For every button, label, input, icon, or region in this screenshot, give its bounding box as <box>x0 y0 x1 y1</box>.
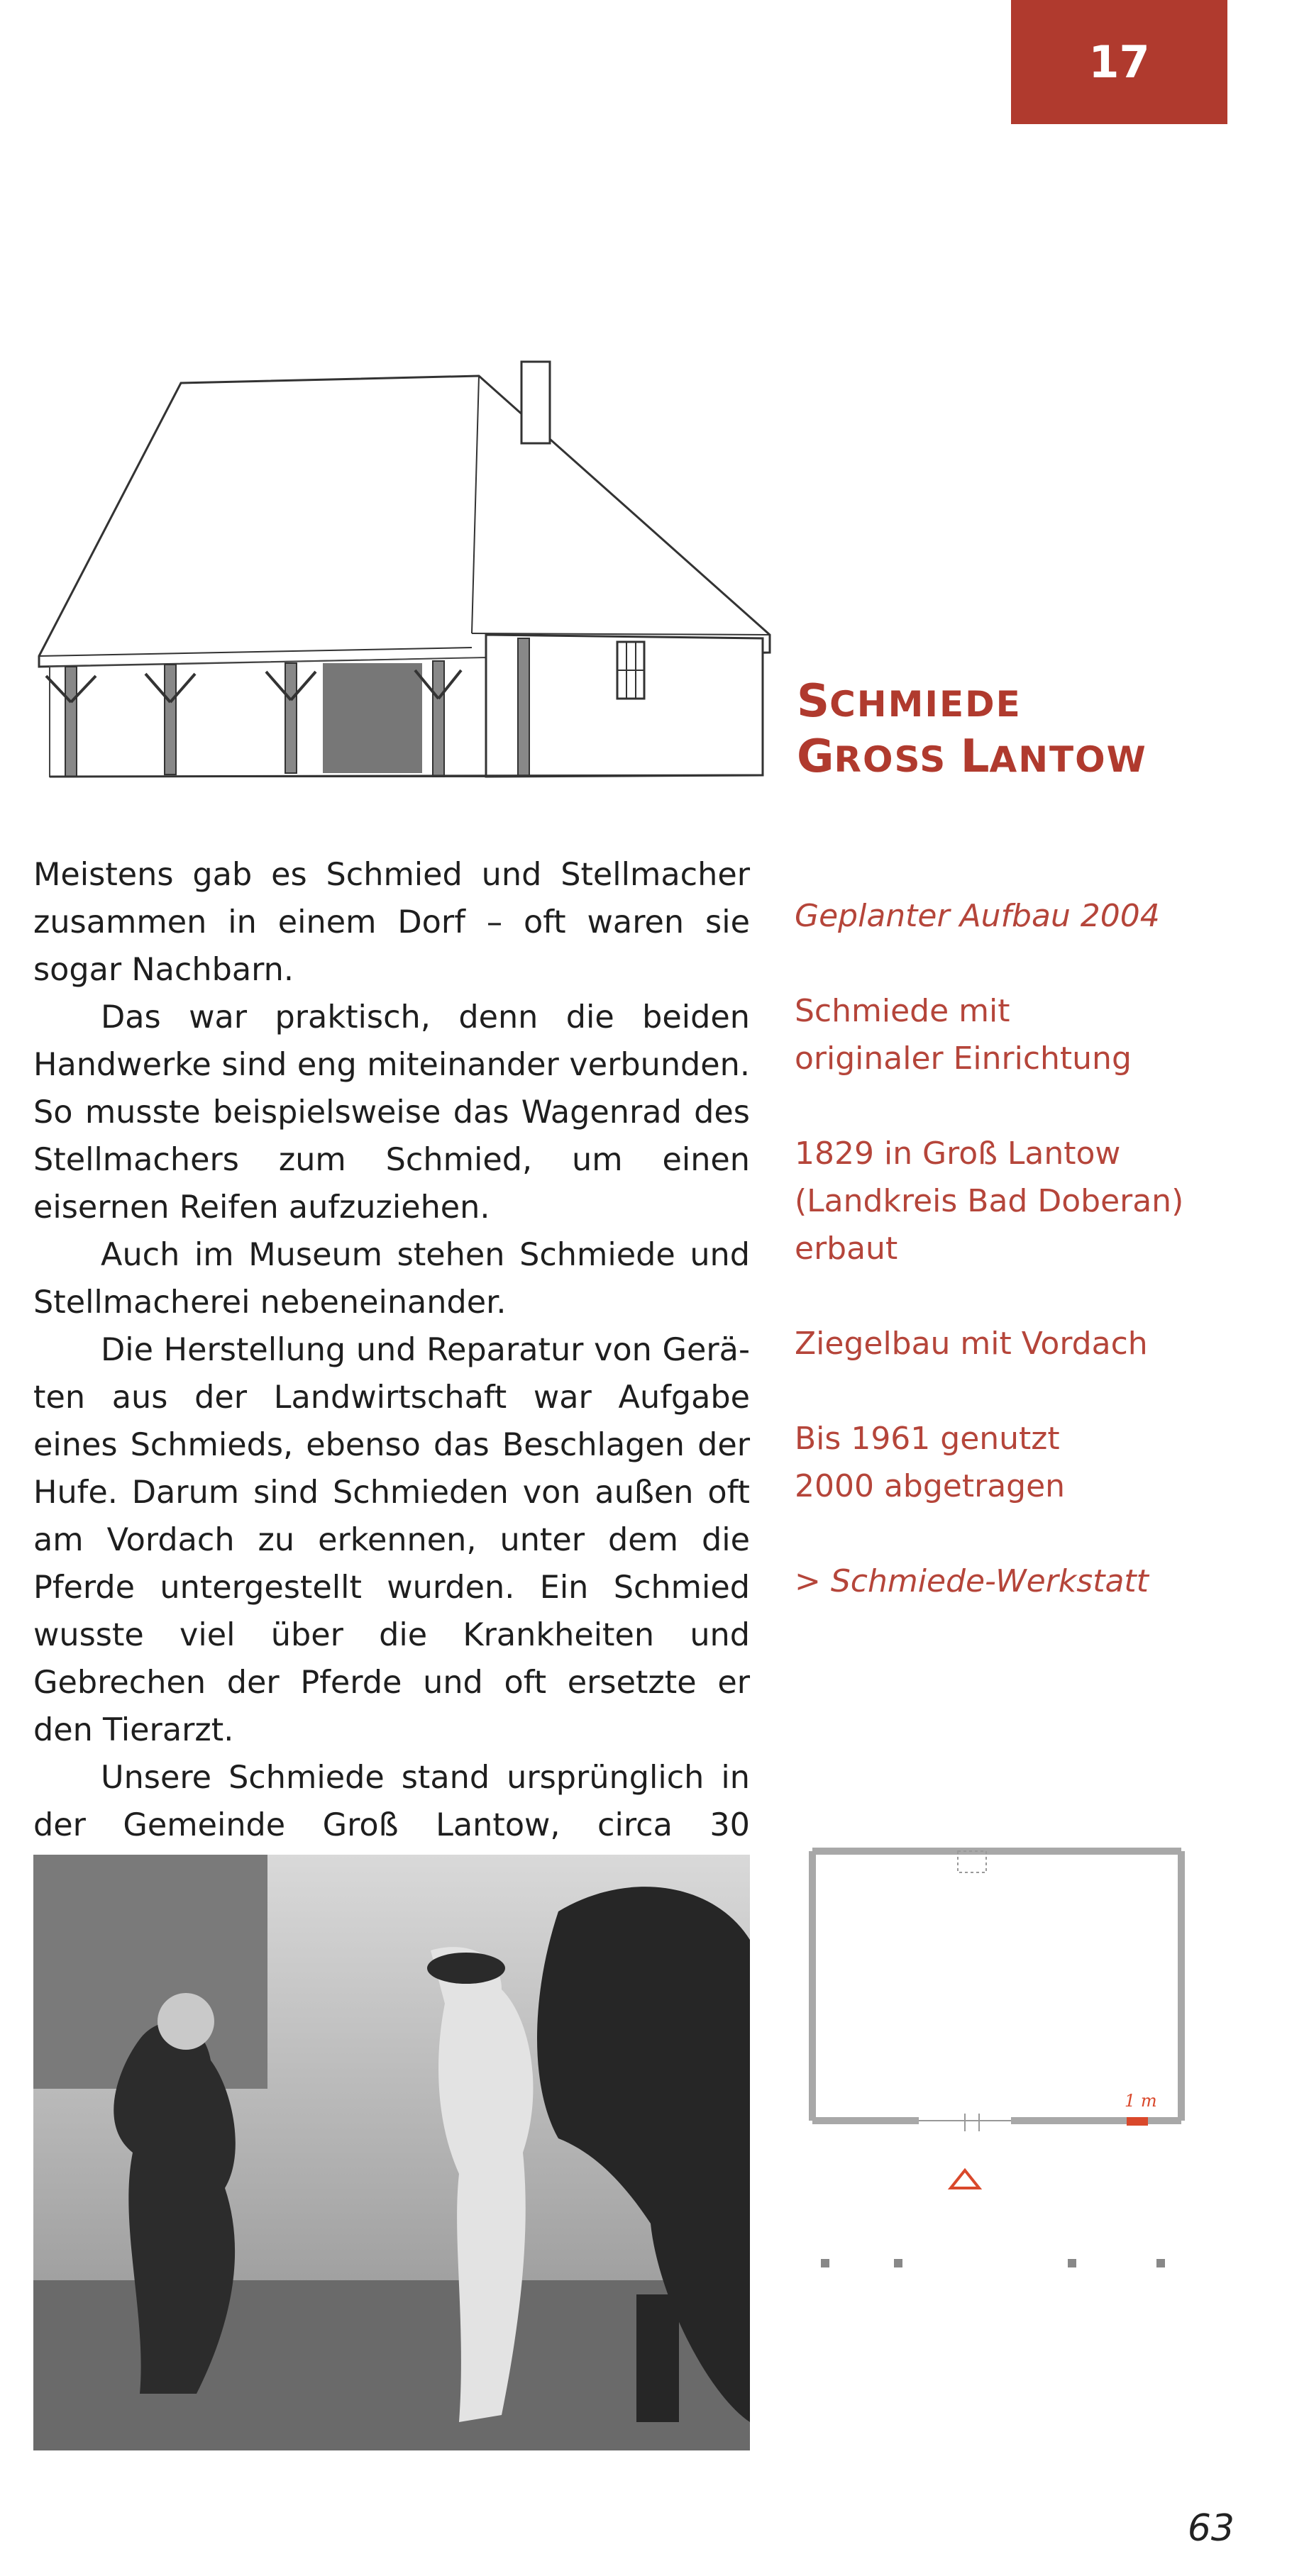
smithy-building-illustration <box>35 351 777 816</box>
feature-info: Schmiede mit originaler Einrichtung <box>795 993 1132 1077</box>
page-number: 63 <box>1187 2507 1235 2550</box>
planned-construction: Geplanter Aufbau 2004 <box>795 898 1160 934</box>
section-title <box>797 674 1265 784</box>
scale-bar <box>1127 2117 1148 2126</box>
workshop-link-text[interactable]: Schmiede-Werkstatt <box>830 1563 1149 1599</box>
body-text <box>33 851 750 1897</box>
blacksmith-shoeing-horse-photo <box>33 1855 750 2450</box>
entrance-arrow-icon <box>951 2170 979 2188</box>
workshop-link[interactable] <box>795 1558 1284 1605</box>
body-paragraph: Auch im Museum stehen Schmiede und Stellmacherei nebeneinander. <box>33 1237 750 1321</box>
scale-label: 1 m <box>1125 2091 1157 2111</box>
facts-sidebar <box>795 892 1284 1653</box>
floor-plan <box>805 1844 1188 2298</box>
arrow-icon: > <box>795 1563 821 1599</box>
body-paragraph: Das war praktisch, denn die beiden Handwerke sind eng miteinander verbunden. So musste beispielsweise das Wagenrad des Stellmachers zum Schmied, um einen eisernen Reifen aufzuziehen. <box>33 999 750 1226</box>
chapter-number-badge: 17 <box>1011 0 1227 124</box>
origin-info: 1829 in Groß Lantow (Landkreis Bad Doberan) erbaut <box>795 1136 1184 1267</box>
body-paragraph: Die Herstellung und Reparatur von Geräten aus der Landwirtschaft war Aufgabe eines Schmieds, ebenso das Beschlagen der Hufe. Darum sind Schmieden von außen oft am Vordach zu erkennen, unter dem die Pferde untergestellt wurden. Ein Schmied wusste viel über die Krankheiten und Gebrechen der Pferde und oft ersetzte er den Tierarzt. <box>33 1332 750 1748</box>
construction-info: Ziegelbau mit Vordach <box>795 1326 1148 1362</box>
title-line-1: SCHMIEDE <box>797 675 1022 728</box>
history-info: Bis 1961 genutzt 2000 abgetragen <box>795 1421 1066 1504</box>
body-paragraph: Meistens gab es Schmied und Stellmacher zusammen in einem Dorf – oft waren sie sogar Nachbarn. <box>33 857 750 988</box>
title-line-2: GROSS LANTOW <box>797 731 1147 784</box>
body-paragraph: Unsere Schmiede stand ursprünglich in der Gemeinde Groß Lantow, circa 30 <box>33 1760 750 1843</box>
